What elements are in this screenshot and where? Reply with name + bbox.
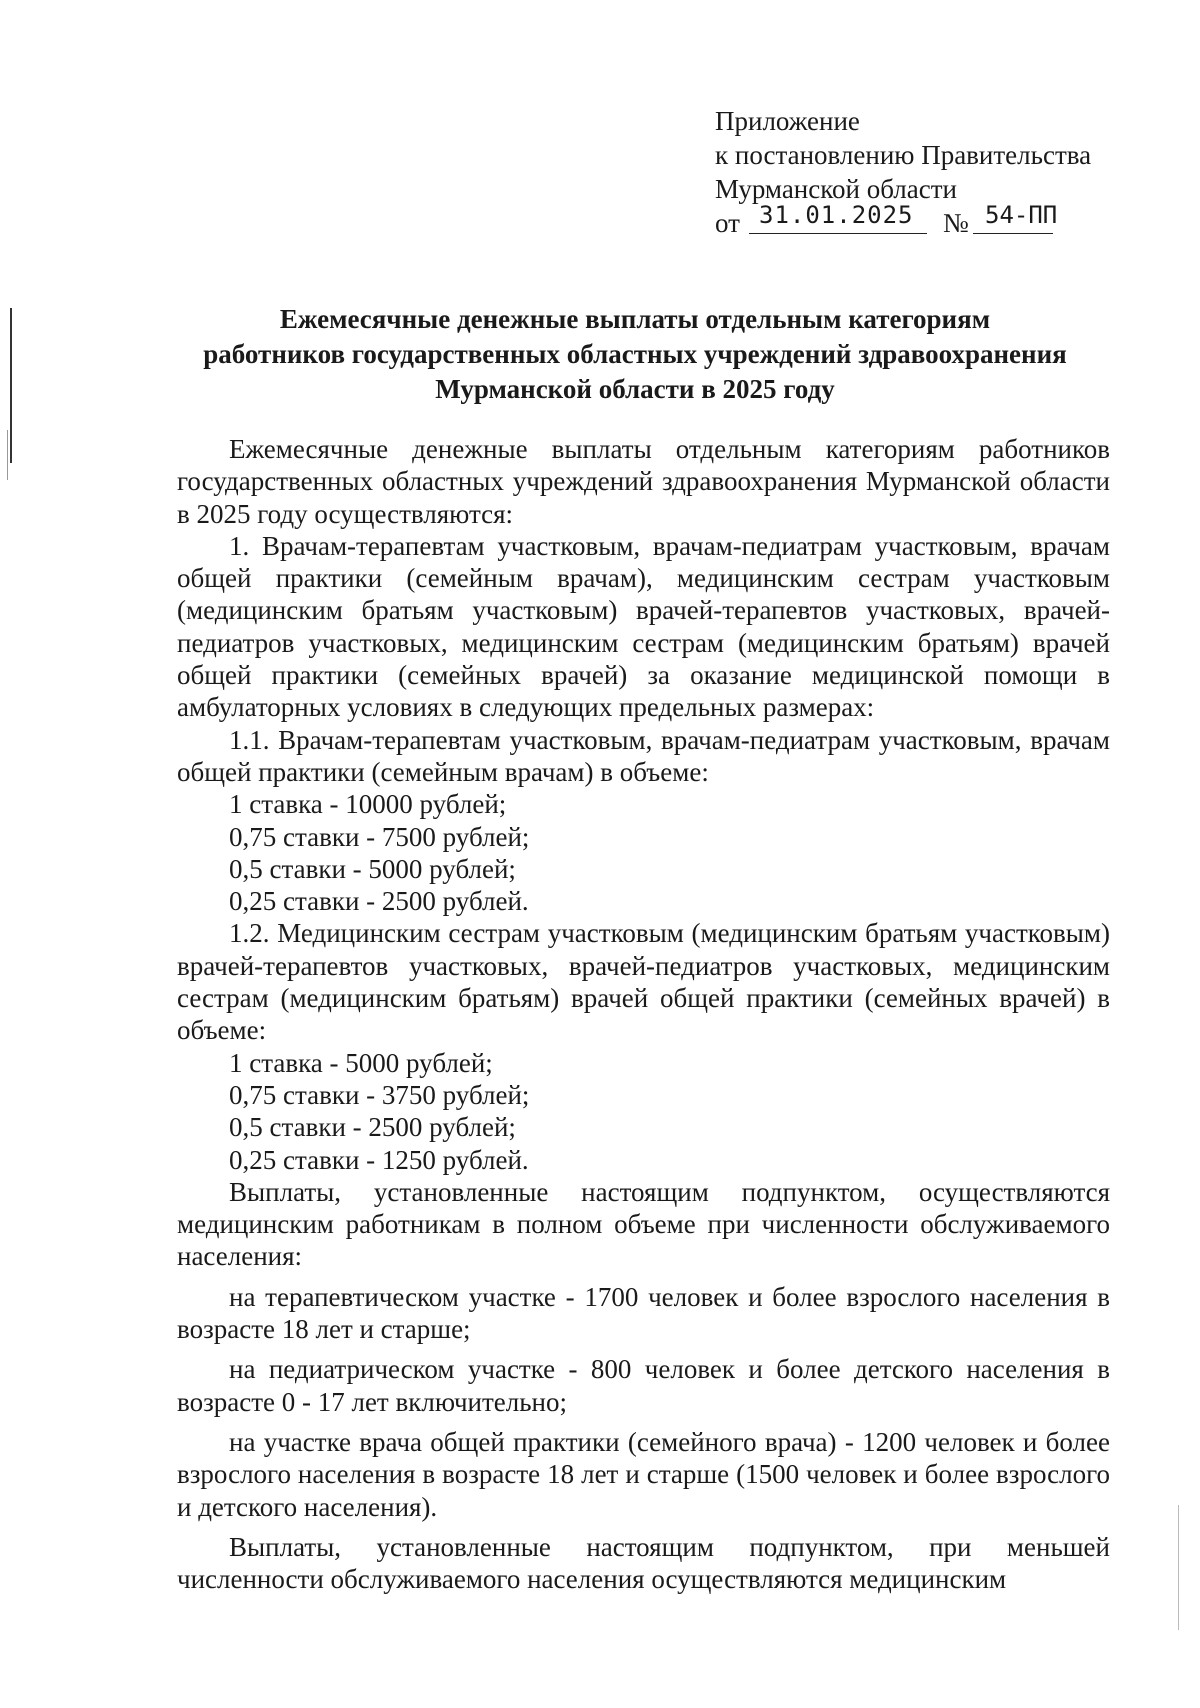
resolution-date-number bbox=[715, 201, 1091, 240]
appendix-label: Приложение bbox=[715, 106, 860, 136]
scan-edge-mark bbox=[7, 430, 8, 480]
gp-district-paragraph: на участке врача общей практики (семейного врача) - 1200 человек и более взрослого населения в возрасте 18 лет и старше (1500 человек и более взрослого и детского населения). bbox=[177, 1426, 1110, 1522]
point-1-2: 1.2. Медицинским сестрам участковым (медицинским братьям участковым) врачей-терапевтов участковых, врачей-педиатров участковых, медицинским сестрам (медицинским братьям) врачей общей практики (семейных врачей) в объеме: bbox=[177, 918, 1110, 1046]
date-prefix: от bbox=[715, 208, 740, 238]
pediatric-district-paragraph: на педиатрическом участке - 800 человек и более детского населения в возрасте 0 - 17 лет включительно; bbox=[177, 1354, 1110, 1417]
rate-item: 0,75 ставки - 3750 рублей; bbox=[229, 1079, 530, 1110]
payments-full-paragraph: Выплаты, установленные настоящим подпунктом, осуществляются медицинским работникам в полном объеме при численности обслуживаемого населения: bbox=[177, 1176, 1110, 1272]
appendix-resolution-ref: к постановлению Правительства bbox=[715, 140, 1092, 170]
payments-less-paragraph: Выплаты, установленные настоящим подпунктом, при меньшей численности обслуживаемого населения осуществляются медицинским bbox=[177, 1531, 1110, 1595]
rate-item: 1 ставка - 5000 рублей; bbox=[229, 1047, 493, 1078]
resolution-number: 54-ПП bbox=[973, 200, 1053, 234]
rate-item: 0,5 ставки - 5000 рублей; bbox=[229, 853, 516, 884]
rate-item: 0,25 ставки - 2500 рублей. bbox=[229, 886, 529, 917]
scan-edge-mark bbox=[10, 308, 12, 463]
number-prefix: № bbox=[943, 208, 969, 238]
rate-item: 0,5 ставки - 2500 рублей; bbox=[229, 1112, 516, 1143]
title-line: Ежемесячные денежные выплаты отдельным категориям bbox=[279, 304, 991, 334]
therapy-district-paragraph: на терапевтическом участке - 1700 человек и более взрослого населения в возрасте 18 лет и старше; bbox=[177, 1281, 1110, 1345]
intro-paragraph: Ежемесячные денежные выплаты отдельным категориям работников государственных областных учреждений здравоохранения Мурманской области в 2025 году осуществляются: bbox=[177, 434, 1110, 529]
title-line: работников государственных областных учреждений здравоохранения bbox=[203, 339, 1067, 369]
resolution-date: 31.01.2025 bbox=[749, 200, 927, 234]
appendix-header bbox=[715, 104, 1091, 240]
rate-item: 1 ставка - 10000 рублей; bbox=[229, 789, 507, 820]
appendix-region: Мурманской области bbox=[715, 174, 957, 204]
point-1-1: 1.1. Врачам-терапевтам участковым, врачам-педиатрам участковым, врачам общей практики (семейным врачам) в объеме: bbox=[177, 724, 1110, 787]
document-title bbox=[170, 302, 1100, 407]
rate-item: 0,75 ставки - 7500 рублей; bbox=[229, 821, 530, 852]
rate-item: 0,25 ставки - 1250 рублей. bbox=[229, 1144, 529, 1175]
point-1: 1. Врачам-терапевтам участковым, врачам-педиатрам участковым, врачам общей практики (семейным врачам), медицинским сестрам участковым (медицинским братьям участковым) врачей-терапевтов участковых, врачей-педиатров участковых, медицинским сестрам (медицинским братьям) врачей общей практики (семейных врачей) за оказание медицинской помощи в амбулаторных условиях в следующих предельных размерах: bbox=[177, 530, 1110, 723]
scan-edge-mark bbox=[1178, 1505, 1179, 1630]
document-body bbox=[177, 433, 1110, 1595]
title-line: Мурманской области в 2025 году bbox=[435, 374, 835, 404]
